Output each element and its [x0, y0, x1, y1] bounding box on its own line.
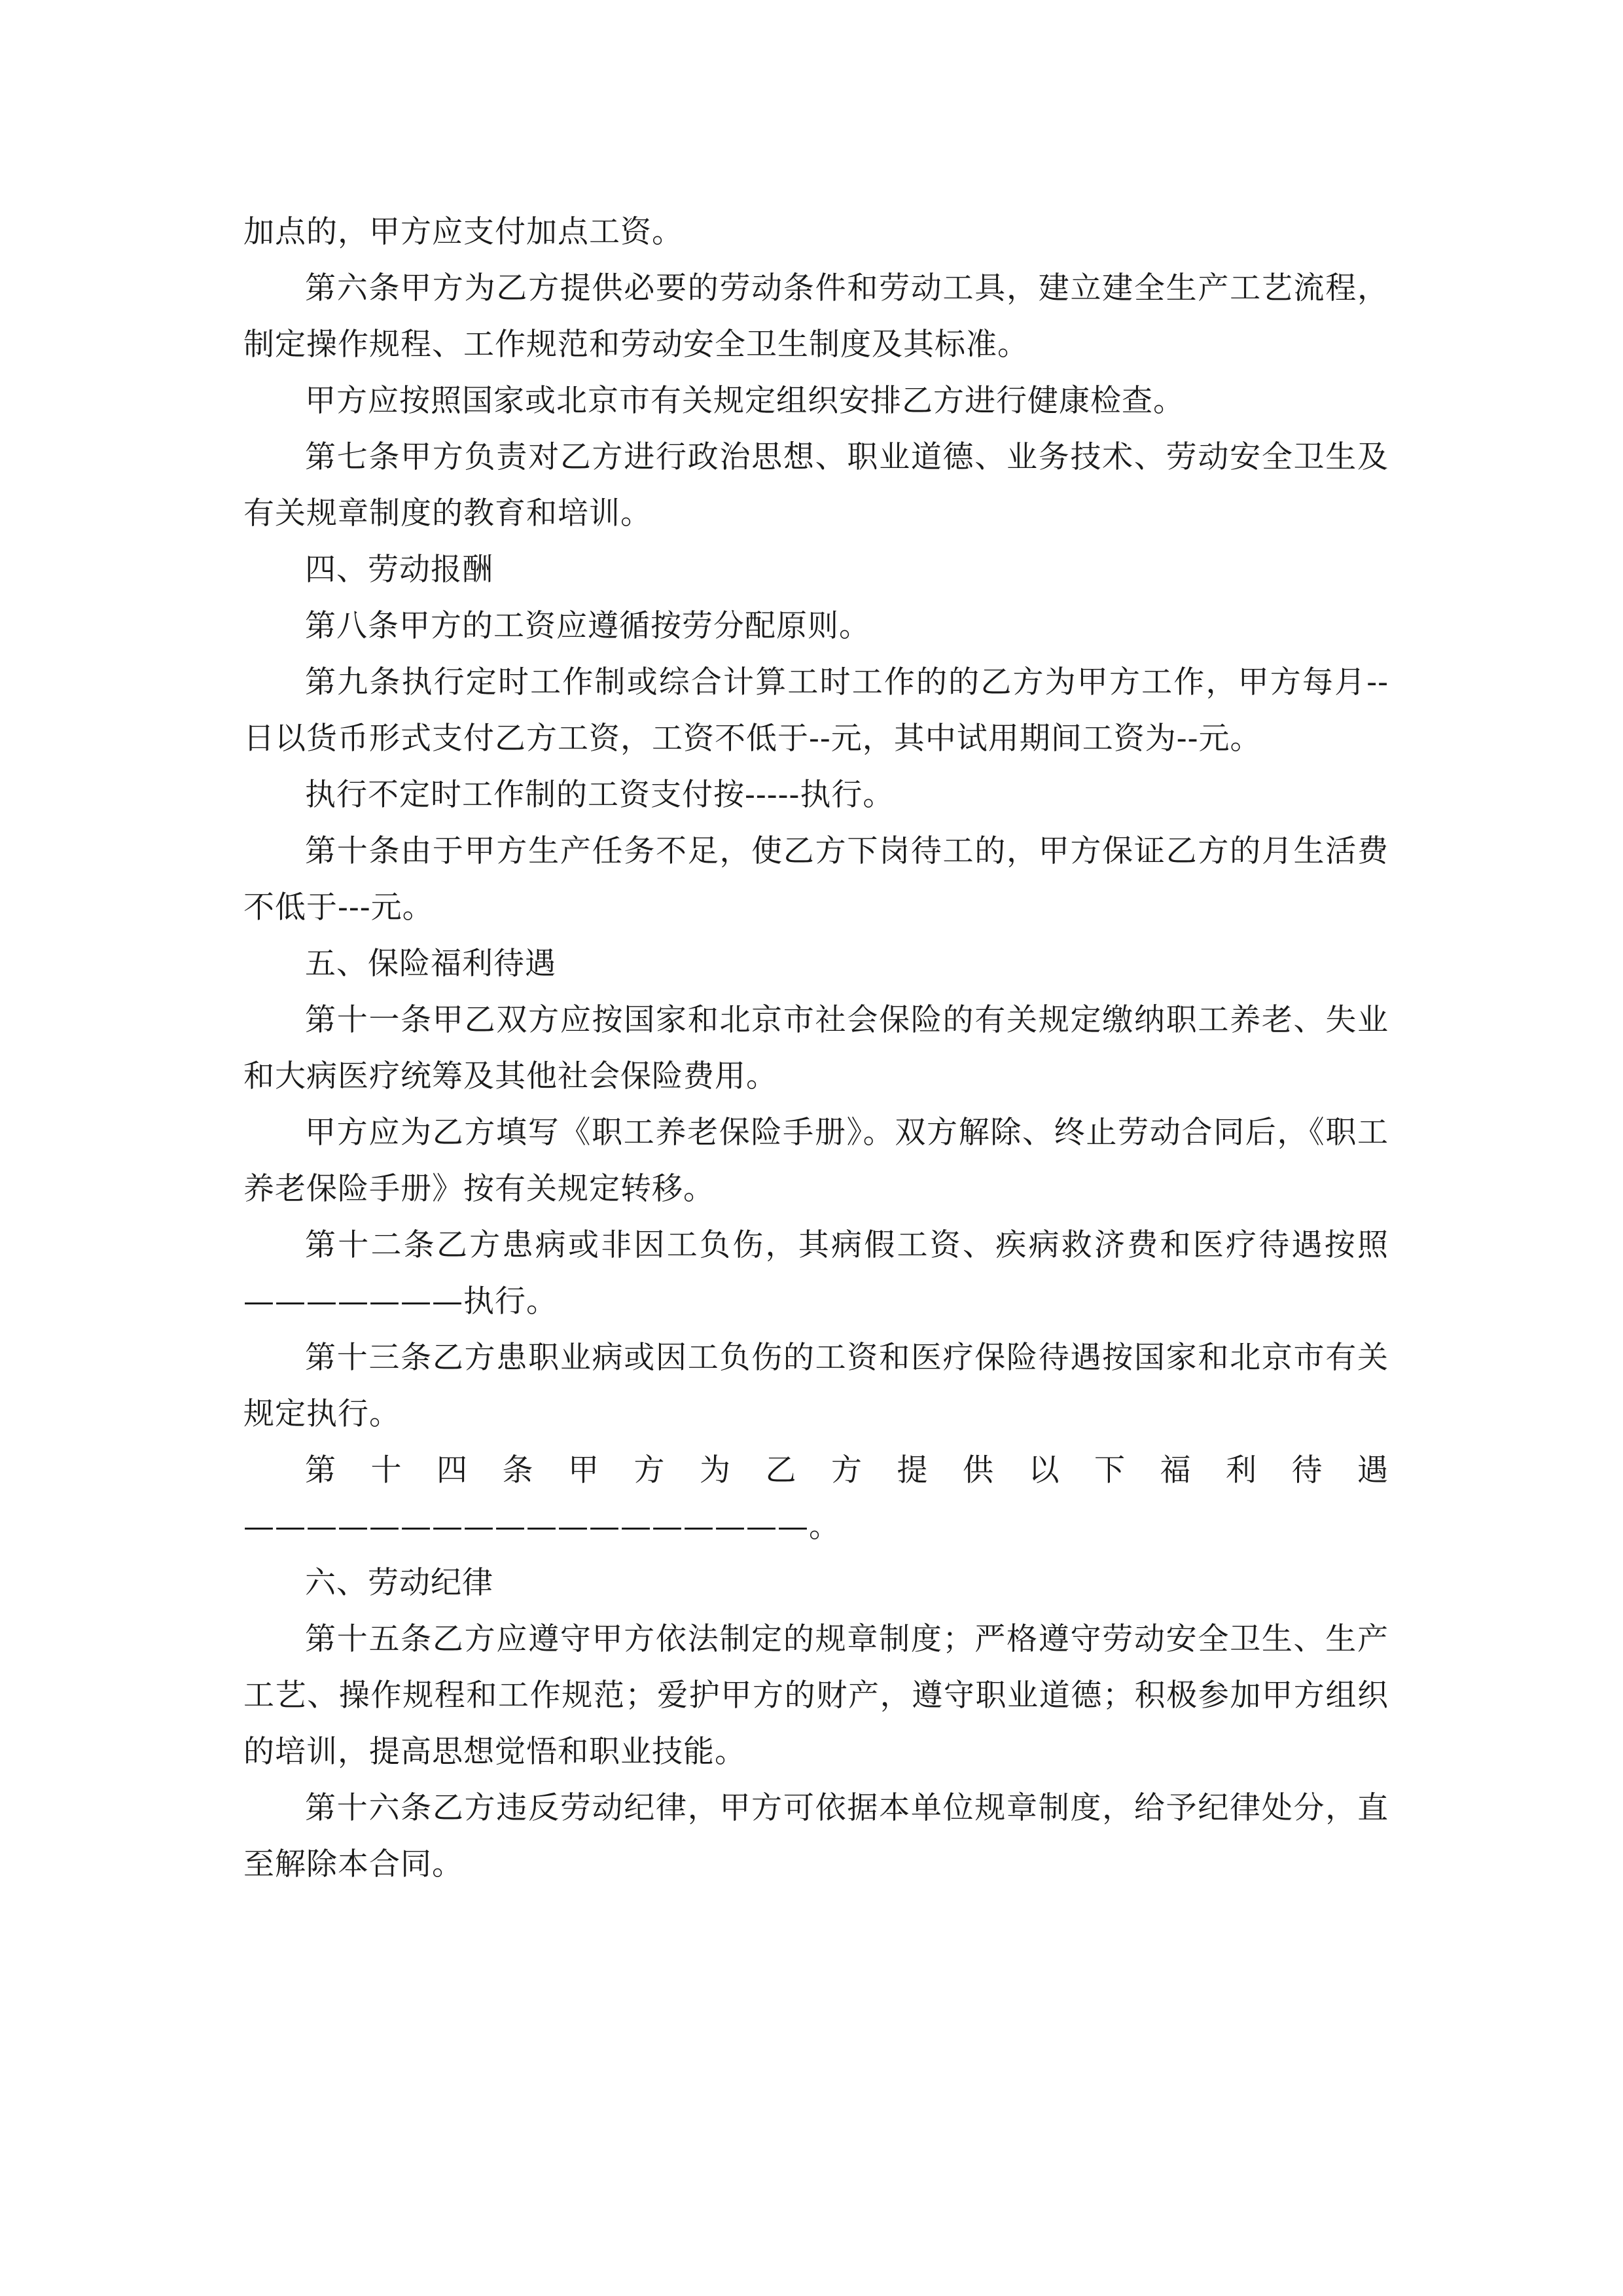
section-heading-discipline: 六、劳动纪律 — [305, 1565, 493, 1601]
paragraph-article-12: 第十二条乙方患病或非因工负伤，其病假工资、疾病救济费和医疗待遇按照———————执行。 — [243, 1227, 1389, 1319]
paragraph-article-13: 第十三条乙方患职业病或因工负伤的工资和医疗保险待遇按国家和北京市有关规定执行。 — [243, 1340, 1389, 1432]
paragraph-article-11: 第十一条甲乙双方应按国家和北京市社会保险的有关规定缴纳职工养老、失业和大病医疗统筹及其他社会保险费用。 — [243, 1002, 1389, 1094]
paragraph-article-7: 第七条甲方负责对乙方进行政治思想、职业道德、业务技术、劳动安全卫生及有关规章制度的教育和培训。 — [243, 439, 1389, 531]
paragraph-article-8: 第八条甲方的工资应遵循按劳分配原则。 — [305, 608, 870, 644]
section-heading-remuneration: 四、劳动报酬 — [305, 552, 493, 588]
paragraph-irregular-hours-pay: 执行不定时工作制的工资支付按-----执行。 — [305, 777, 895, 813]
paragraph-continuation: 加点的，甲方应支付加点工资。 — [243, 214, 683, 250]
paragraph-article-14: 第十四条甲方为乙方提供以下福利待遇——————————————————。 — [243, 1452, 1389, 1545]
paragraph-article-6: 第六条甲方为乙方提供必要的劳动条件和劳动工具，建立建全生产工艺流程，制定操作规程、工作规范和劳动安全卫生制度及其标准。 — [243, 270, 1389, 363]
paragraph-article-10: 第十条由于甲方生产任务不足，使乙方下岗待工的，甲方保证乙方的月生活费不低于---元。 — [243, 833, 1389, 925]
section-heading-insurance: 五、保险福利待遇 — [305, 946, 556, 982]
paragraph-health-check: 甲方应按照国家或北京市有关规定组织安排乙方进行健康检查。 — [305, 383, 1185, 419]
document-body — [243, 204, 1389, 1893]
paragraph-pension-handbook: 甲方应为乙方填写《职工养老保险手册》。双方解除、终止劳动合同后，《职工养老保险手册》按有关规定转移。 — [243, 1115, 1389, 1207]
paragraph-article-9: 第九条执行定时工作制或综合计算工时工作的的乙方为甲方工作，甲方每月--日以货币形式支付乙方工资，工资不低于--元，其中试用期间工资为--元。 — [243, 664, 1389, 757]
paragraph-article-15: 第十五条乙方应遵守甲方依法制定的规章制度；严格遵守劳动安全卫生、生产工艺、操作规程和工作规范；爱护甲方的财产，遵守职业道德；积极参加甲方组织的培训，提高思想觉悟和职业技能。 — [243, 1621, 1389, 1770]
paragraph-article-16: 第十六条乙方违反劳动纪律，甲方可依据本单位规章制度，给予纪律处分，直至解除本合同。 — [243, 1790, 1389, 1882]
